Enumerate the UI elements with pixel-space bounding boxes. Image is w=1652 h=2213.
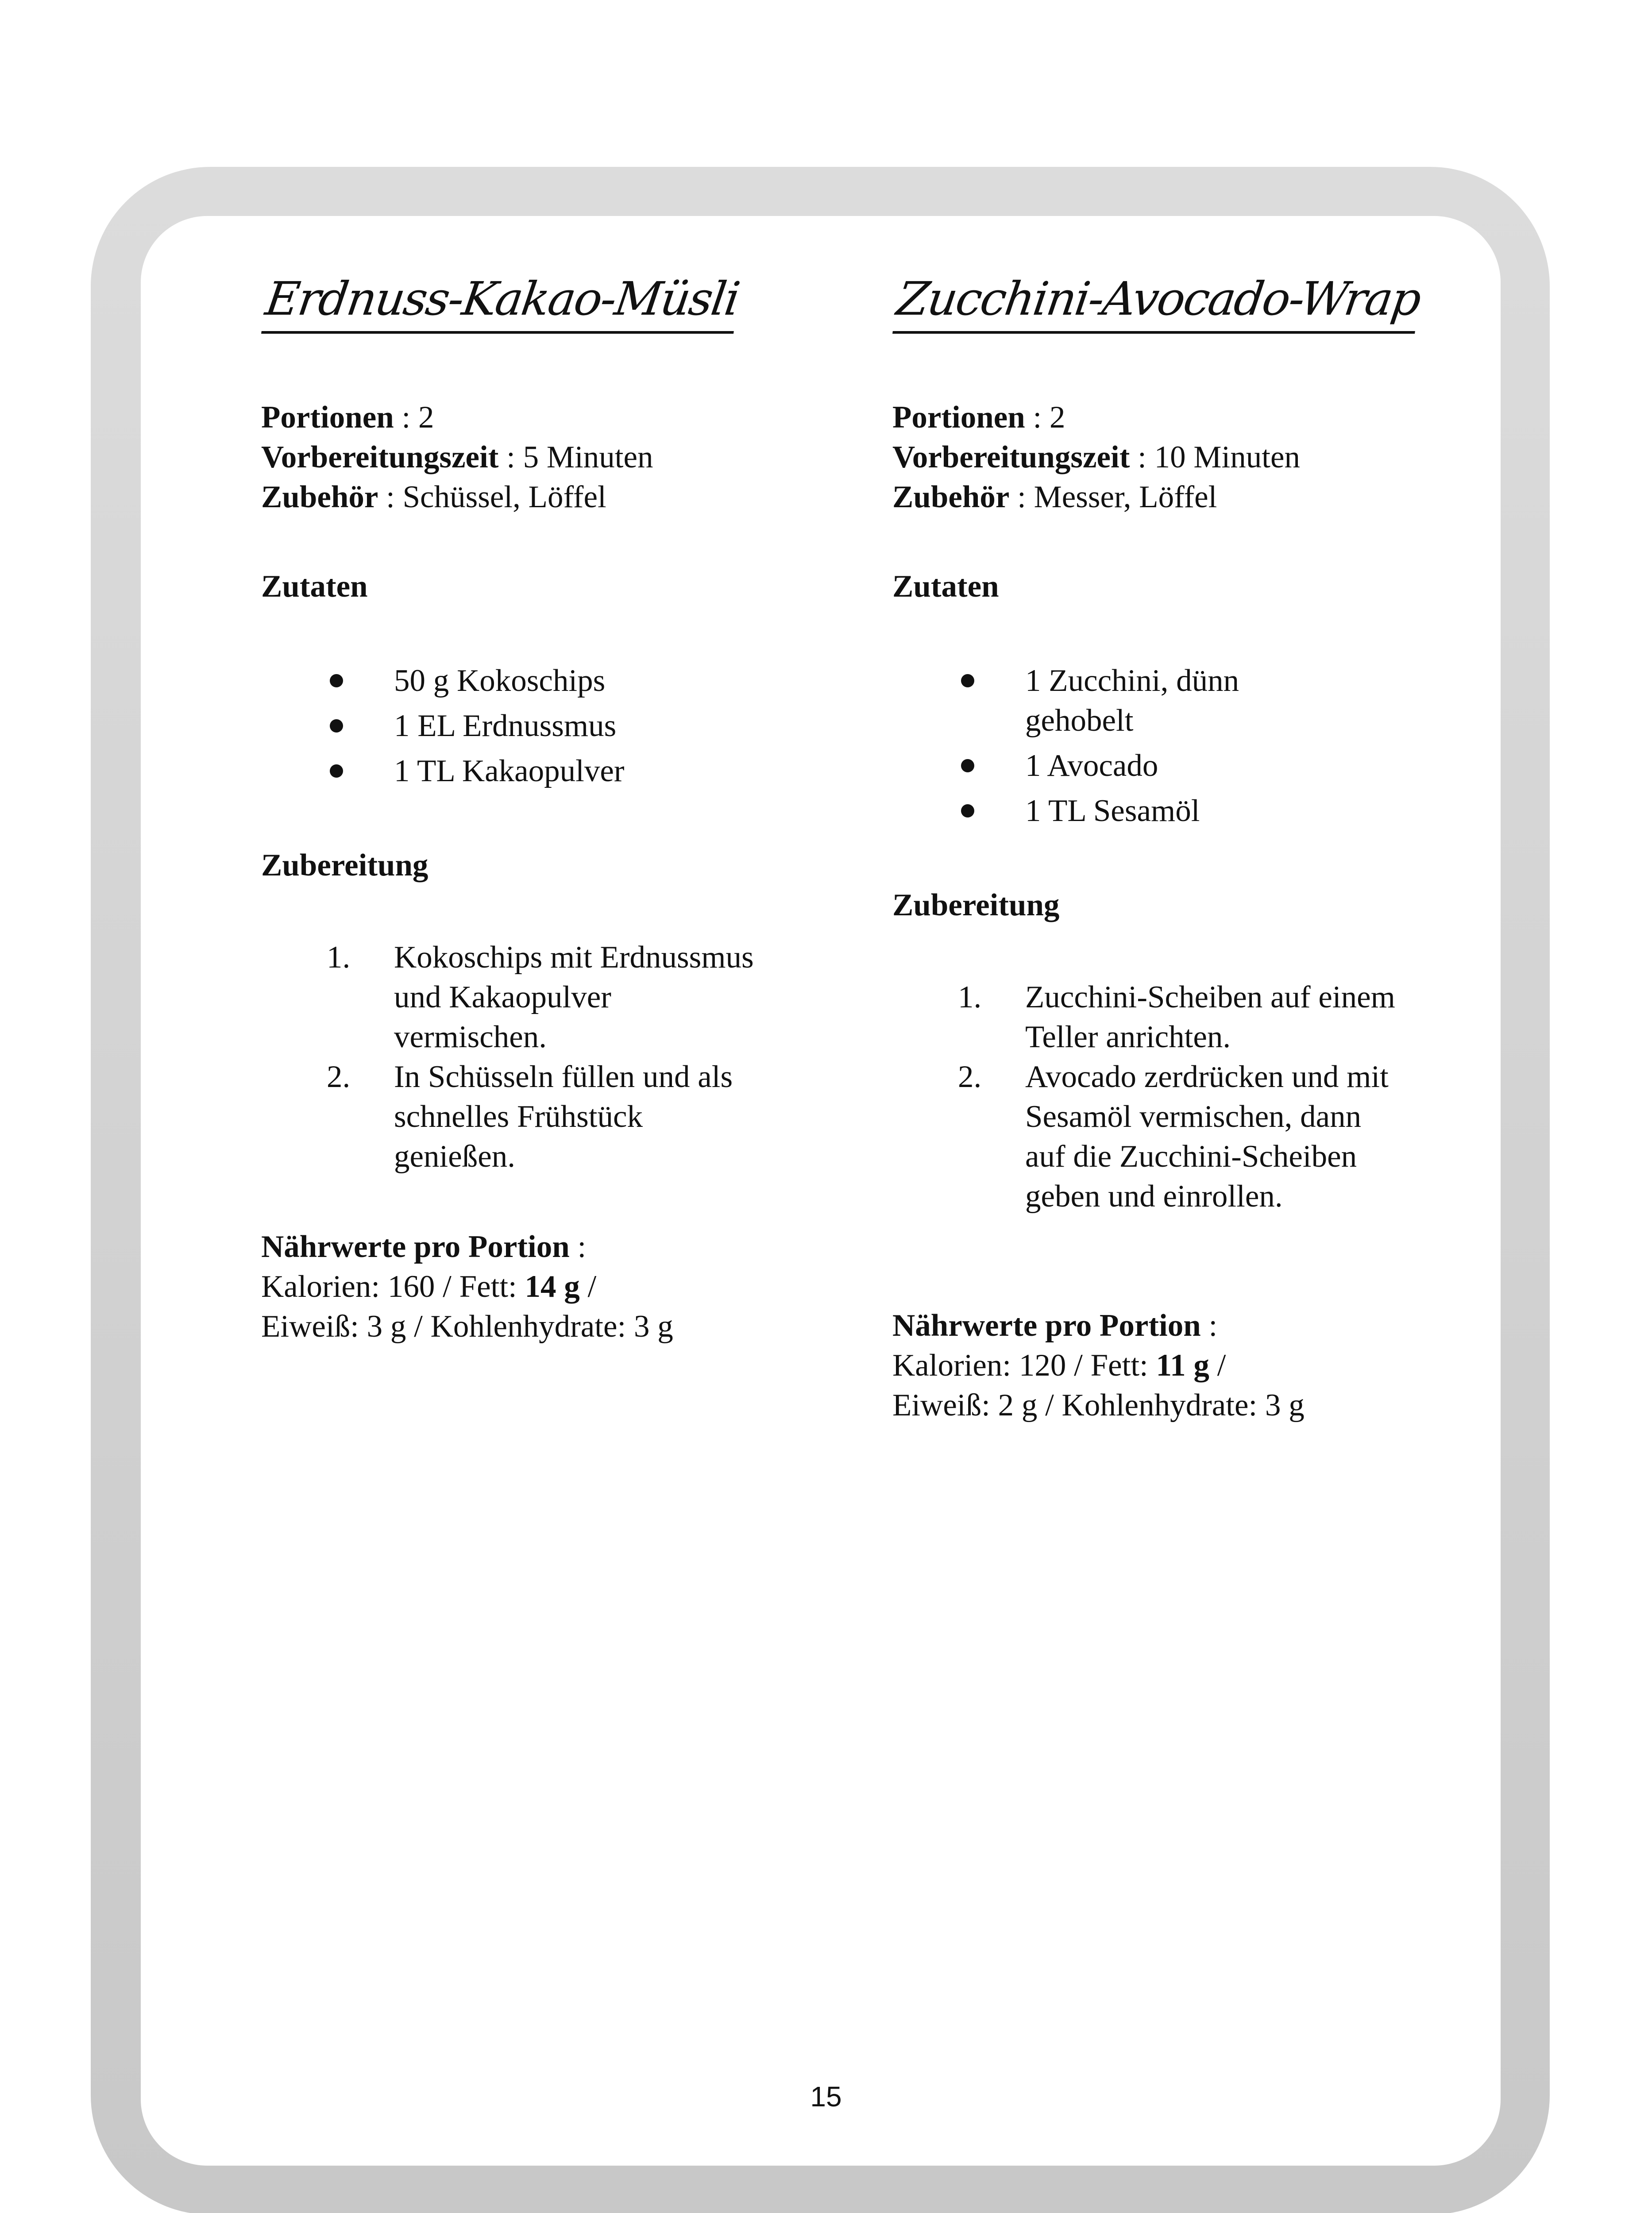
zeit-row xyxy=(892,437,1300,477)
naehrwerte-label: Nährwerte pro Portion xyxy=(892,1308,1201,1343)
list-item: 1 TL Kakaopulver xyxy=(261,751,625,791)
bullet-icon xyxy=(961,674,974,687)
fett-value: 14 g xyxy=(525,1269,580,1304)
list-item: 50 g Kokoschips xyxy=(261,661,625,701)
bullet-icon xyxy=(961,804,974,817)
bullet-icon xyxy=(961,759,974,772)
portionen-value: : 2 xyxy=(394,400,434,435)
list-item: 1 Avocado xyxy=(892,746,1300,786)
page-number: 15 xyxy=(810,2081,842,2113)
naehrwerte-line1: Kalorien: 120 / Fett: 11 g / xyxy=(892,1348,1226,1383)
portionen-row xyxy=(261,397,653,437)
recipe-meta xyxy=(261,397,653,517)
portionen-label: Portionen xyxy=(261,400,394,435)
zubehoer-row xyxy=(261,477,653,517)
zubehoer-value: : Schüssel, Löffel xyxy=(378,480,606,514)
list-item: 1 EL Erdnussmus xyxy=(261,706,625,746)
zubereitung-steps xyxy=(892,977,1397,1216)
fett-value: 11 g xyxy=(1156,1348,1209,1383)
zutaten-list xyxy=(261,661,625,796)
step-item: 1. Kokoschips mit Erdnussmus und Kakaopulver vermischen. xyxy=(327,940,754,1054)
recipe-title: Erdnuss-Kakao-Müsli xyxy=(261,270,742,334)
naehrwerte-heading-row: Nährwerte pro Portion : xyxy=(261,1230,587,1264)
step-item: 2. In Schüsseln füllen und als schnelles Frühstück genießen. xyxy=(327,1060,733,1174)
zubehoer-label: Zubehör xyxy=(261,480,378,514)
recipe-meta xyxy=(892,397,1300,517)
zeit-value: : 10 Minuten xyxy=(1130,440,1300,474)
zeit-row xyxy=(261,437,653,477)
naehrwerte-label: Nährwerte pro Portion xyxy=(261,1230,570,1264)
zutaten-heading: Zutaten xyxy=(261,569,368,604)
step-item: 1. Zucchini-Scheiben auf einem Teller anrichten. xyxy=(958,980,1395,1054)
zeit-value: : 5 Minuten xyxy=(498,440,653,474)
naehrwerte-block xyxy=(261,1227,673,1346)
recipe-title: Zucchini-Avocado-Wrap xyxy=(892,270,1424,334)
naehrwerte-heading-row: Nährwerte pro Portion : xyxy=(892,1308,1218,1343)
zubehoer-value: : Messer, Löffel xyxy=(1009,480,1217,514)
bullet-icon xyxy=(330,719,343,733)
zeit-label: Vorbereitungszeit xyxy=(261,440,499,474)
list-item: 1 Zucchini, dünn gehobelt xyxy=(892,661,1300,740)
zubereitung-steps xyxy=(261,937,770,1176)
naehrwerte-line1: Kalorien: 160 / Fett: 14 g / xyxy=(261,1269,597,1304)
naehrwerte-block xyxy=(892,1306,1305,1425)
zubehoer-row xyxy=(892,477,1300,517)
zeit-label: Vorbereitungszeit xyxy=(892,440,1130,474)
step-item: 2. Avocado zerdrücken und mit Sesamöl vermischen, dann auf die Zucchini-Scheiben geben und einrollen. xyxy=(958,1060,1389,1214)
bullet-icon xyxy=(330,674,343,687)
naehrwerte-line2: Eiweiß: 3 g / Kohlenhydrate: 3 g xyxy=(261,1309,673,1344)
zutaten-heading: Zutaten xyxy=(892,569,999,604)
list-item: 1 TL Sesamöl xyxy=(892,791,1300,831)
zubereitung-heading: Zubereitung xyxy=(261,848,428,883)
bullet-icon xyxy=(330,764,343,778)
portionen-label: Portionen xyxy=(892,400,1025,435)
zutaten-list xyxy=(892,661,1300,836)
portionen-row xyxy=(892,397,1300,437)
portionen-value: : 2 xyxy=(1025,400,1065,435)
zubereitung-heading: Zubereitung xyxy=(892,888,1060,922)
zubehoer-label: Zubehör xyxy=(892,480,1010,514)
naehrwerte-line2: Eiweiß: 2 g / Kohlenhydrate: 3 g xyxy=(892,1388,1305,1423)
